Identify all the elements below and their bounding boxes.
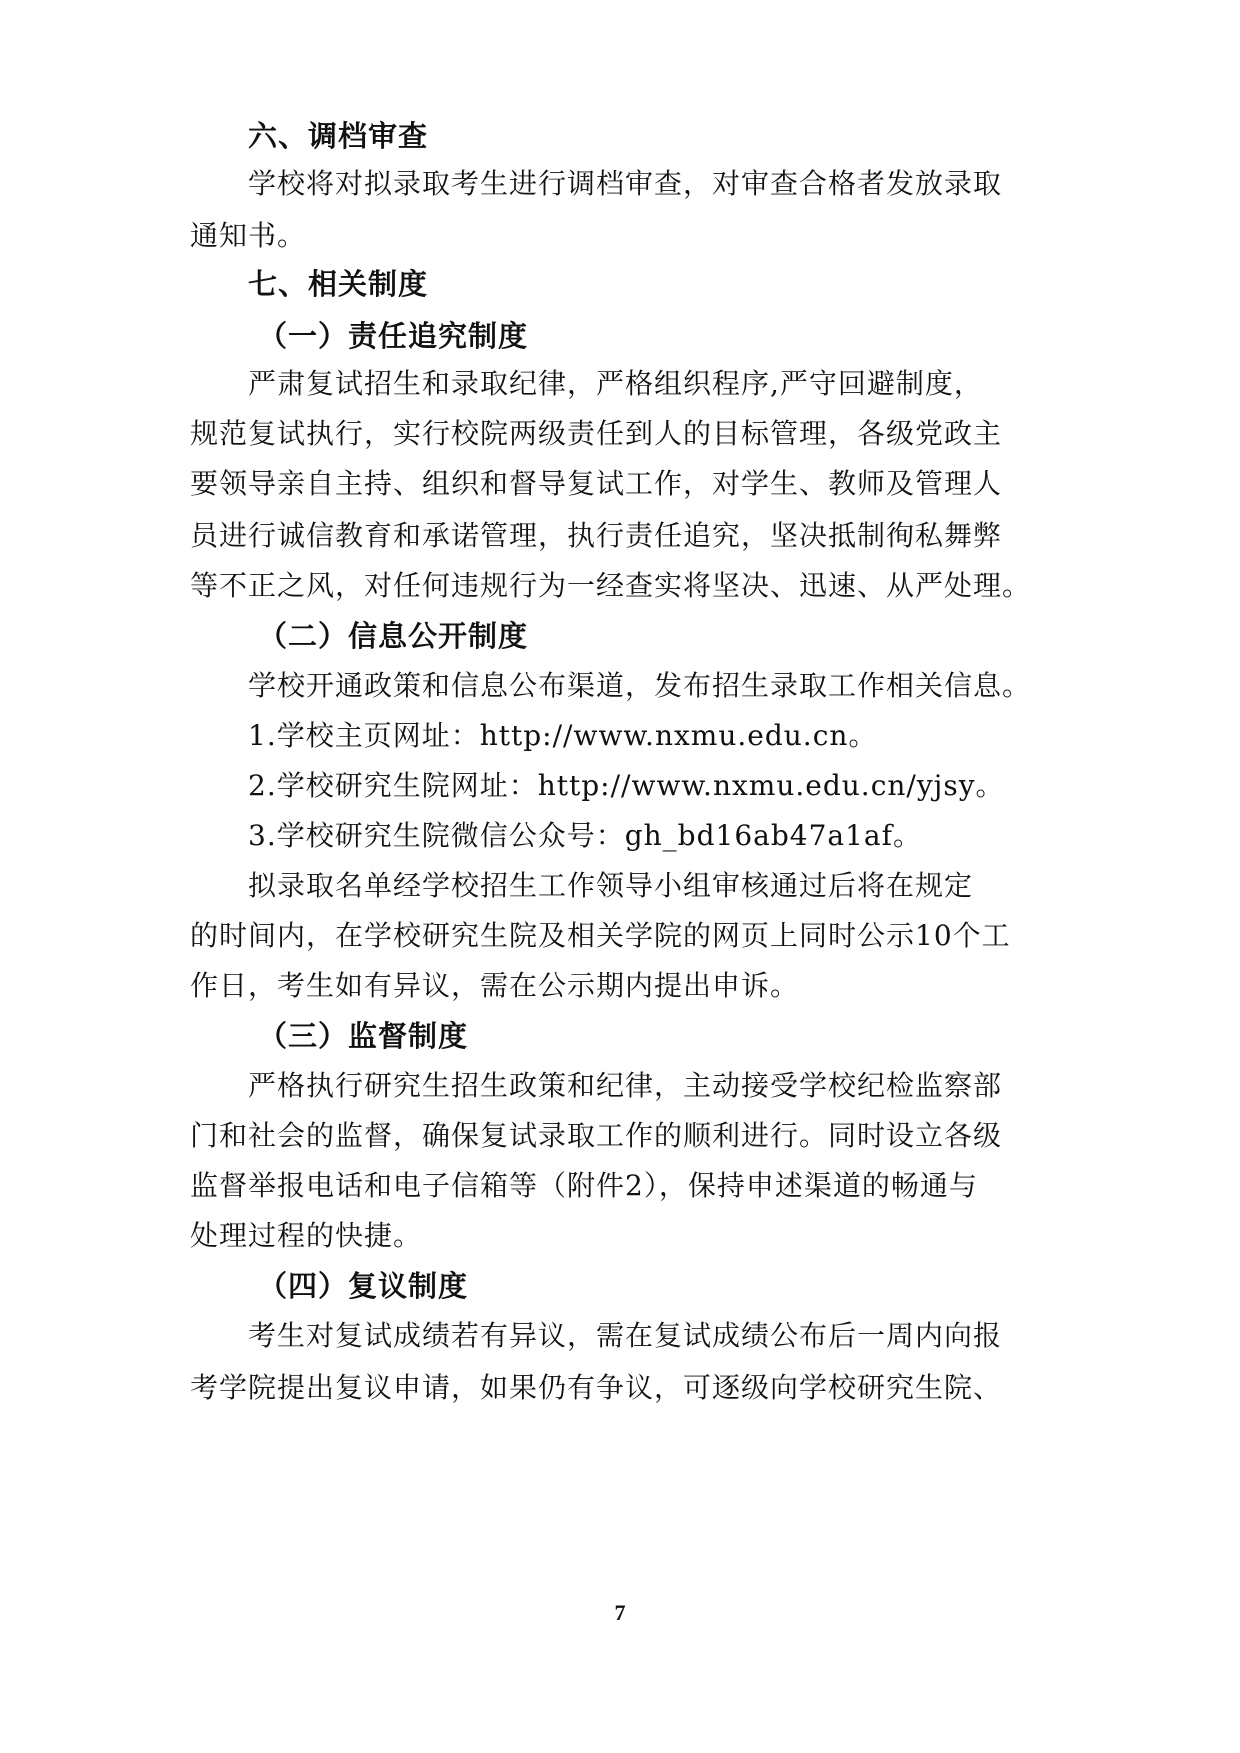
paragraph-line: 要领导亲自主持、组织和督导复试工作，对学生、教师及管理人: [190, 467, 1003, 500]
paragraph-line: 员进行诚信教育和承诺管理，执行责任追究，坚决抵制徇私舞弊: [190, 519, 1003, 552]
paragraph-line: 学校将对拟录取考生进行调档审查，对审查合格者发放录取: [248, 167, 1003, 200]
paragraph-line: 监督举报电话和电子信箱等（附件2），保持申述渠道的畅通与: [190, 1169, 978, 1202]
paragraph-line: 考学院提出复议申请，如果仍有争议，可逐级向学校研究生院、: [190, 1371, 1003, 1404]
paragraph-line: 的时间内，在学校研究生院及相关学院的网页上同时公示10个工: [190, 919, 1011, 952]
paragraph-line: 严肃复试招生和录取纪律，严格组织程序,严守回避制度，: [248, 367, 983, 400]
paragraph-line: 严格执行研究生招生政策和纪律，主动接受学校纪检监察部: [248, 1069, 1003, 1102]
subsection-heading-3: （三）监督制度: [258, 1019, 469, 1053]
section-heading-7: 七、相关制度: [248, 267, 429, 301]
list-item: 1.学校主页网址：http://www.nxmu.edu.cn。: [248, 719, 878, 752]
list-item: 2.学校研究生院网址：http://www.nxmu.edu.cn/yjsy。: [248, 769, 1005, 802]
subsection-heading-2: （二）信息公开制度: [258, 619, 529, 653]
subsection-heading-1: （一）责任追究制度: [258, 319, 529, 353]
section-heading-6: 六、调档审查: [248, 119, 429, 153]
page-number: 7: [614, 1600, 626, 1625]
paragraph-line: 处理过程的快捷。: [190, 1219, 423, 1252]
paragraph-line: 拟录取名单经学校招生工作领导小组审核通过后将在规定: [248, 869, 974, 902]
paragraph-line: 通知书。: [190, 219, 307, 252]
paragraph-line: 作日，考生如有异议，需在公示期内提出申诉。: [190, 969, 800, 1002]
paragraph-line: 学校开通政策和信息公布渠道，发布招生录取工作相关信息。: [248, 669, 1032, 702]
list-item: 3.学校研究生院微信公众号：gh_bd16ab47a1af。: [248, 819, 922, 852]
paragraph-line: 规范复试执行，实行校院两级责任到人的目标管理，各级党政主: [190, 417, 1003, 450]
paragraph-line: 门和社会的监督，确保复试录取工作的顺利进行。同时设立各级: [190, 1119, 1003, 1152]
paragraph-line: 考生对复试成绩若有异议，需在复试成绩公布后一周内向报: [248, 1319, 1003, 1352]
subsection-heading-4: （四）复议制度: [258, 1269, 469, 1303]
paragraph-line: 等不正之风，对任何违规行为一经查实将坚决、迅速、从严处理。: [190, 569, 1032, 602]
